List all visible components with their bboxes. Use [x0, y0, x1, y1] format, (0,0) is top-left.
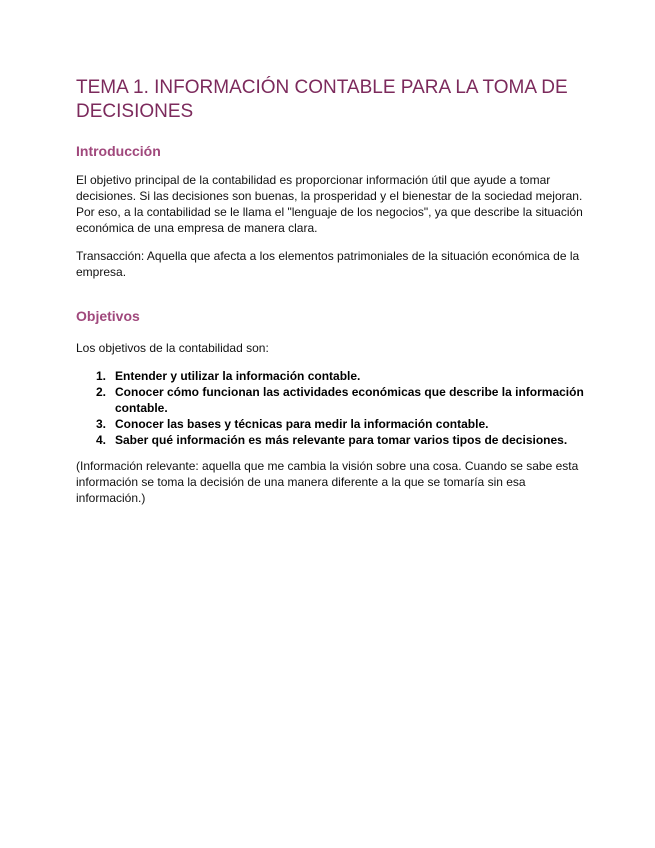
list-item-number: 1. [96, 369, 107, 383]
list-item [96, 368, 625, 384]
section-heading-objetivos: Objetivos [76, 308, 140, 324]
transaction-definition: Transacción: Aquella que afecta a los elementos patrimoniales de la situación económica de la empresa. [76, 249, 580, 279]
section-heading-introduccion: Introducción [76, 143, 161, 159]
list-item [96, 416, 625, 432]
list-item-number: 2. [96, 385, 107, 399]
list-item-number: 4. [96, 433, 107, 447]
list-item-text: Conocer las bases y técnicas para medir la información contable. [115, 417, 489, 431]
page-title: TEMA 1. INFORMACIÓN CONTABLE PARA LA TOMA DE DECISIONES [76, 77, 568, 122]
intro-paragraph: El objetivo principal de la contabilidad es proporcionar información útil que ayude a tomar decisiones. Si las decisiones son buenas, la prosperidad y el bienestar de la sociedad mejoran. Por eso, a la contabilidad se le llama el "lenguaje de los negocios", ya que describe la situación económica de una empresa de manera clara. [76, 173, 583, 235]
list-item-text: Conocer cómo funcionan las actividades económicas que describe la información contable. [115, 385, 584, 415]
list-item-text: Saber qué información es más relevante para tomar varios tipos de decisiones. [115, 433, 568, 447]
objectives-list [76, 368, 625, 448]
list-item [96, 384, 625, 416]
relevant-information-note: (Información relevante: aquella que me cambia la visión sobre una cosa. Cuando se sabe esta información se toma la decisión de una manera diferente a la que se tomaría sin esa información.) [76, 459, 579, 505]
list-item-text: Entender y utilizar la información contable. [115, 369, 361, 383]
list-item [96, 432, 625, 448]
objectives-lead: Los objetivos de la contabilidad son: [76, 341, 269, 355]
list-item-number: 3. [96, 417, 107, 431]
